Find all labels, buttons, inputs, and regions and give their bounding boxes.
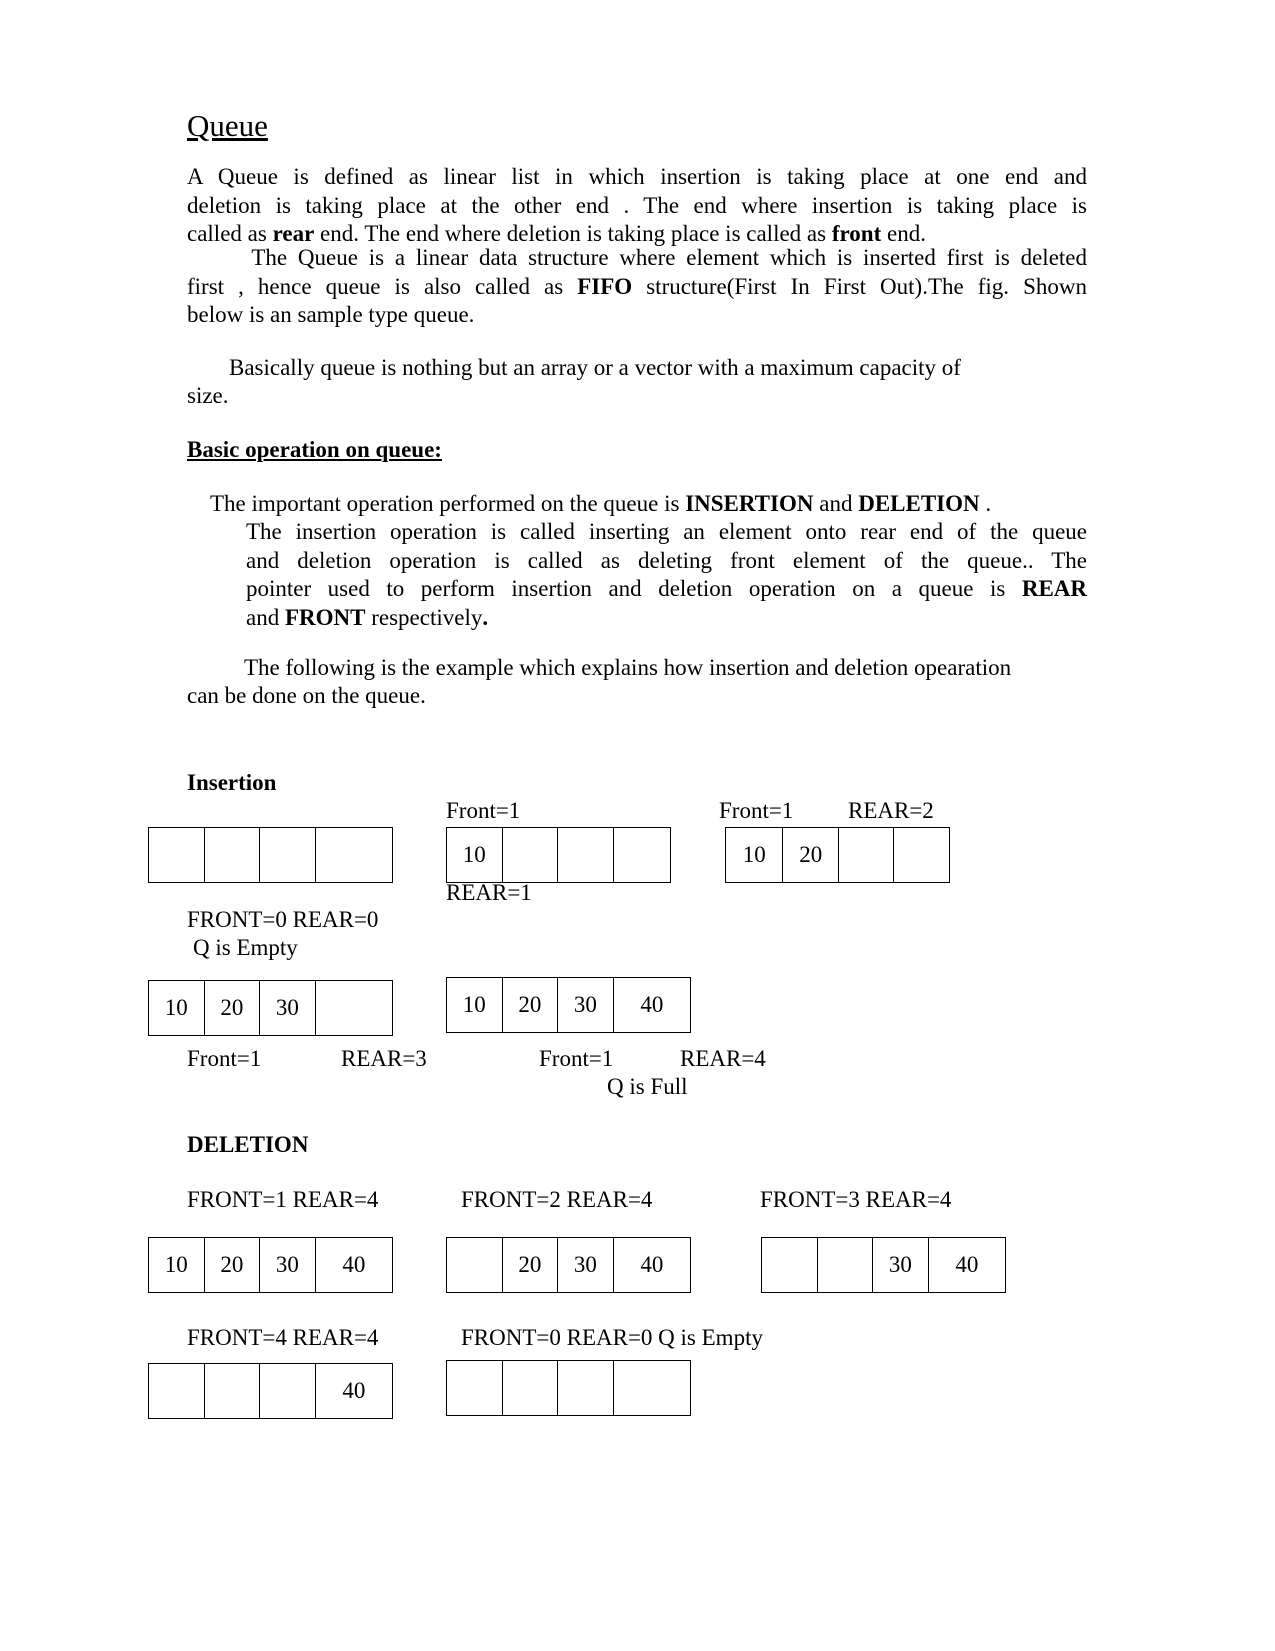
queue-box (148, 980, 393, 1036)
queue-cell: 40 (342, 1252, 366, 1277)
queue-cell: 20 (503, 1238, 559, 1292)
queue-cell: 20 (783, 828, 839, 882)
queue-cell: 40 (640, 992, 664, 1017)
queue-cell (205, 828, 261, 882)
para2-line: first , hence queue is also called as FIFO structure(First In First Out).The fig. Shown (187, 273, 1088, 299)
fifo-paragraph (187, 244, 1087, 330)
queue-cell (503, 828, 559, 882)
front-rear-label: FRONT=2 REAR=4 (461, 1187, 653, 1212)
rear-label: REAR=4 (680, 1046, 766, 1071)
front-label: Front=1 (539, 1046, 614, 1071)
queue-cell: 40 (955, 1252, 979, 1277)
queue-cell (614, 828, 670, 882)
queue-cell: 10 (726, 828, 783, 882)
ops-following-line: The following is the example which explains how insertion and deletion opearation (244, 655, 1012, 680)
queue-cell (818, 1238, 874, 1292)
queue-cell (316, 981, 392, 1035)
ops-line: The important operation performed on the queue is INSERTION and DELETION . (210, 491, 992, 516)
queue-cell: 30 (260, 1238, 316, 1292)
queue-cell: 40 (342, 1378, 366, 1403)
queue-box (446, 827, 671, 883)
queue-box (725, 827, 950, 883)
rear-label: REAR=1 (446, 880, 532, 905)
bold-term: . (482, 604, 489, 630)
queue-cell: 10 (447, 978, 503, 1032)
para1-line: deletion is taking place at the other end . The end where insertion is taking place is (187, 192, 1087, 218)
array-paragraph-line1: Basically queue is nothing but an array or a vector with a maximum capacity of (229, 355, 961, 380)
queue-cell: 30 (260, 981, 316, 1035)
definition-paragraph (187, 163, 1087, 249)
queue-cell (503, 1361, 559, 1415)
bold-term: INSERTION (685, 491, 814, 516)
queue-box (761, 1237, 1006, 1293)
insertion-heading: Insertion (187, 770, 277, 795)
queue-status-label: Q is Full (607, 1074, 688, 1099)
front-label: Front=1 (187, 1046, 262, 1071)
bold-term: FIFO (577, 273, 633, 299)
queue-cell: 30 (558, 978, 614, 1032)
queue-cell: 20 (503, 978, 559, 1032)
queue-cell: 10 (447, 828, 503, 882)
queue-cell (447, 1361, 503, 1415)
bold-term: DELETION (858, 491, 980, 516)
queue-cell (260, 1364, 316, 1418)
queue-box (148, 1237, 393, 1293)
queue-cell (260, 828, 316, 882)
front-rear-label: FRONT=3 REAR=4 (760, 1187, 952, 1212)
queue-cell (894, 828, 949, 882)
queue-cell (149, 1364, 205, 1418)
queue-cell: 10 (149, 1238, 205, 1292)
ops-indented-line: The insertion operation is called inserting an element onto rear end of the queue (246, 519, 1087, 544)
queue-cell (447, 1238, 503, 1292)
queue-box (148, 827, 393, 883)
front-label: Front=1 (719, 798, 794, 823)
rear-label: REAR=3 (341, 1046, 427, 1071)
para2-line: The Queue is a linear data structure where element which is inserted first is deleted (187, 245, 1087, 270)
basic-operation-heading: Basic operation on queue: (187, 437, 442, 462)
queue-cell (149, 828, 205, 882)
queue-box (446, 977, 691, 1033)
queue-cell: 30 (558, 1238, 614, 1292)
queue-cell (558, 828, 614, 882)
page-title: Queue (187, 108, 268, 143)
front-rear-label: FRONT=4 REAR=4 (187, 1325, 379, 1350)
queue-box (446, 1360, 691, 1416)
queue-cell: 40 (640, 1252, 664, 1277)
para1-line: A Queue is defined as linear list in which insertion is taking place at one end and (187, 164, 1087, 189)
array-paragraph-line2: size. (187, 383, 229, 408)
queue-box (446, 1237, 691, 1293)
bold-term: rear (272, 221, 315, 246)
queue-status-label: Q is Empty (193, 935, 298, 960)
para1-line: called as rear end. The end where deletion is taking place is called as front end. (187, 221, 926, 246)
bold-term: REAR (1021, 576, 1087, 601)
bold-term: front (831, 221, 882, 246)
front-rear-label: FRONT=1 REAR=4 (187, 1187, 379, 1212)
queue-cell: 20 (205, 981, 261, 1035)
ops-indented-line: and deletion operation is called as deleting front element of the queue.. The (246, 547, 1087, 573)
queue-cell (762, 1238, 818, 1292)
rear-label: REAR=2 (848, 798, 934, 823)
queue-cell: 10 (149, 981, 205, 1035)
queue-box (148, 1363, 393, 1419)
queue-cell (316, 828, 392, 882)
bold-term: FRONT (284, 604, 366, 630)
deletion-heading: DELETION (187, 1132, 309, 1157)
ops-last-line: can be done on the queue. (187, 683, 426, 708)
queue-cell: 20 (205, 1238, 261, 1292)
front-rear-label: FRONT=0 REAR=0 Q is Empty (461, 1325, 763, 1350)
front-rear-label: FRONT=0 REAR=0 (187, 907, 379, 932)
queue-cell (558, 1361, 614, 1415)
queue-cell: 30 (873, 1238, 929, 1292)
front-label: Front=1 (446, 798, 521, 823)
queue-cell (839, 828, 895, 882)
ops-indented-line: and FRONT respectively. (246, 604, 489, 630)
para2-line: below is an sample type queue. (187, 302, 475, 327)
ops-indented-block (246, 518, 1087, 632)
queue-cell (614, 1361, 690, 1415)
ops-indented-line: pointer used to perform insertion and deletion operation on a queue is REAR (246, 576, 1087, 601)
queue-cell (205, 1364, 261, 1418)
